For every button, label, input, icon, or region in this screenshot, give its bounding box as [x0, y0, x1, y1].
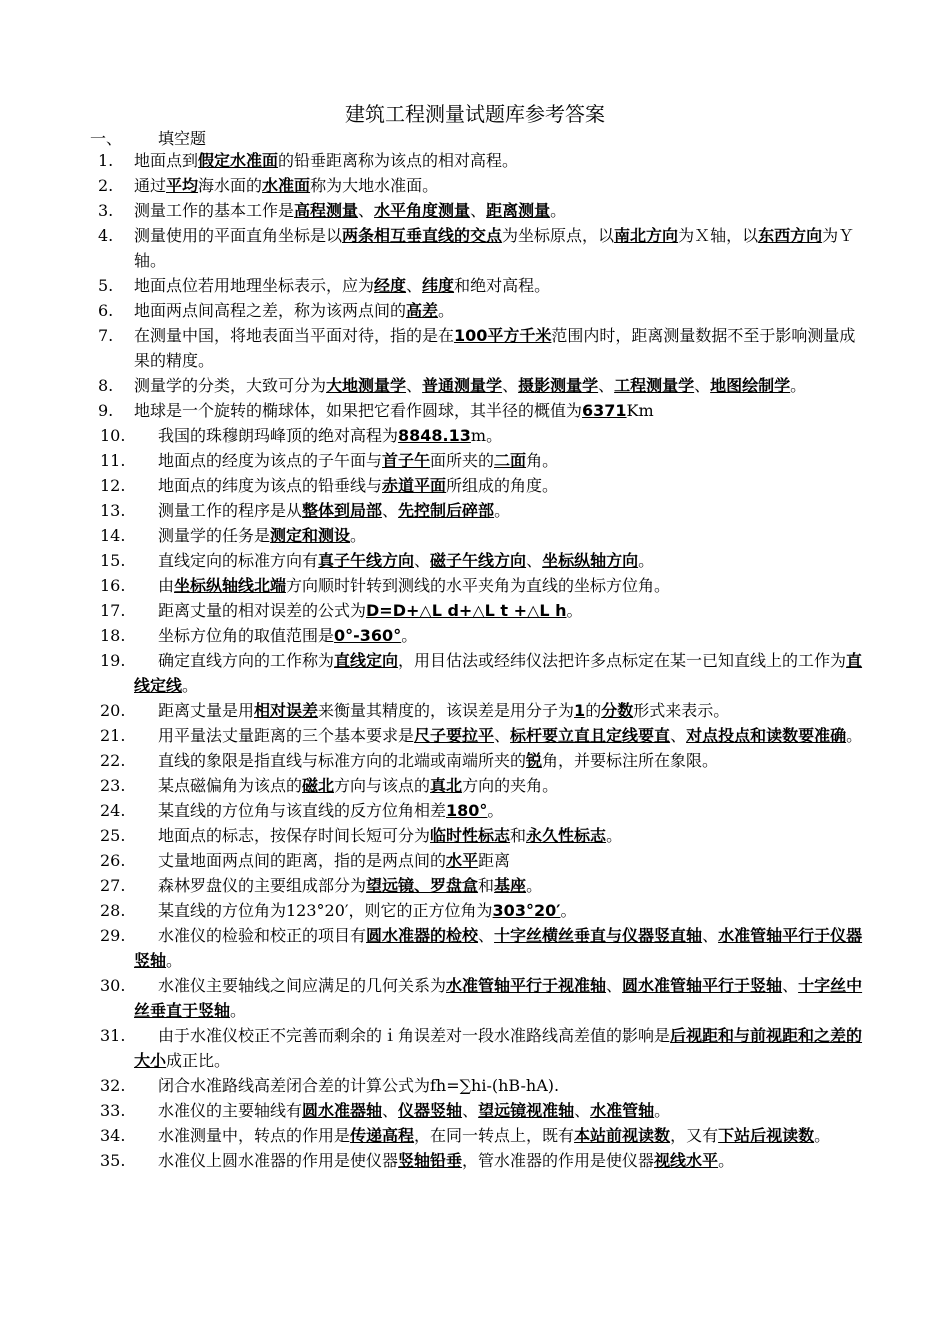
answer-blank: 赤道平面	[382, 476, 447, 495]
question-text: ，管水准器的作用是使仪器	[462, 1151, 655, 1170]
question-text: 称为大地水准面。	[310, 176, 439, 195]
item-number: 30.	[100, 976, 126, 995]
answer-blank: 水准管轴平行于视准轴	[446, 976, 607, 995]
answer-blank: 距离测量	[486, 201, 551, 220]
question-text: 和	[510, 826, 527, 845]
question-text: 。	[606, 826, 623, 845]
question-text: 直线定向的标准方向有	[158, 551, 319, 570]
answer-blank: 望远镜、罗盘盒	[366, 876, 479, 895]
answer-blank: 303°20′	[492, 901, 561, 920]
item-number: 18.	[100, 626, 126, 645]
answer-blank: 两条相互垂直线的交点	[342, 226, 503, 245]
list-item	[0, 323, 950, 373]
item-number: 24.	[100, 801, 126, 820]
question-text: 。	[350, 526, 367, 545]
list-item	[0, 473, 950, 498]
answer-blank: 真子午线方向	[318, 551, 415, 570]
answer-blank: 高程测量	[294, 201, 359, 220]
answer-blank: 竖轴铅垂	[398, 1151, 463, 1170]
question-text: 、	[670, 726, 687, 745]
question-text: 。	[550, 201, 567, 220]
item-number: 35.	[100, 1151, 126, 1170]
answer-blank: 整体到局部	[302, 501, 383, 520]
question-text: m。	[470, 426, 503, 445]
list-item	[0, 573, 950, 598]
item-text	[134, 1023, 864, 1073]
list-item	[0, 1148, 950, 1173]
question-text: 所组成的角度。	[446, 476, 559, 495]
question-text: 、	[782, 976, 799, 995]
answer-blank: 东西方向	[758, 226, 823, 245]
item-text	[134, 1073, 864, 1098]
item-number: 23.	[100, 776, 126, 795]
item-text	[134, 773, 864, 798]
item-number: 12.	[100, 476, 126, 495]
question-text: ，用目估法或经纬仪法把许多点标定在某一已知直线上的工作为	[398, 651, 847, 670]
question-text: 测量学的分类，大致可分为	[134, 376, 327, 395]
answer-blank: 尺子要拉平	[414, 726, 495, 745]
item-text	[134, 1148, 864, 1173]
question-text: 。	[487, 801, 504, 820]
list-item	[0, 748, 950, 773]
question-list	[0, 148, 950, 1173]
item-text	[134, 648, 864, 698]
list-item	[0, 398, 950, 423]
answer-blank: 仪器竖轴	[398, 1101, 463, 1120]
question-text: 形式来表示。	[633, 701, 730, 720]
question-text: 由于水准仪校正不完善而剩余的ｉ角误差对一段水准路线高差值的影响是	[158, 1026, 671, 1045]
item-text	[134, 473, 864, 498]
list-item	[0, 498, 950, 523]
question-text: 某点磁偏角为该点的	[158, 776, 303, 795]
question-text: 方向与该点的	[334, 776, 431, 795]
answer-blank: 圆水准器轴	[302, 1101, 383, 1120]
question-text: Km	[626, 401, 654, 420]
answer-blank: 下站后视读数	[718, 1126, 815, 1145]
list-item	[0, 598, 950, 623]
answer-blank: 临时性标志	[430, 826, 511, 845]
question-text: 在测量中国，将地表面当平面对待，指的是在	[134, 326, 455, 345]
item-text	[134, 273, 864, 298]
question-text: ，又有	[670, 1126, 719, 1145]
answer-blank: 普通测量学	[422, 376, 503, 395]
question-text: 的	[585, 701, 602, 720]
question-text: 测量工作的程序是从	[158, 501, 303, 520]
item-number: 29.	[100, 926, 126, 945]
answer-blank: 传递高程	[350, 1126, 415, 1145]
question-text: 、	[702, 926, 719, 945]
question-text: 水准仪的主要轴线有	[158, 1101, 303, 1120]
question-text: 、	[470, 201, 487, 220]
answer-blank: 望远镜视准轴	[478, 1101, 575, 1120]
item-number: 8.	[98, 376, 114, 395]
question-text: 。	[526, 876, 543, 895]
item-text	[134, 298, 864, 323]
question-text: 地面点位若用地理坐标表示，应为	[134, 276, 375, 295]
item-text	[134, 623, 864, 648]
question-text: 坐标方位角的取值范围是	[158, 626, 335, 645]
item-text	[134, 598, 864, 623]
question-text: 。	[401, 626, 418, 645]
item-text	[134, 798, 864, 823]
answer-blank: 十字丝横丝垂直与仪器竖直轴	[494, 926, 703, 945]
question-text: 。	[790, 376, 807, 395]
item-text	[134, 873, 864, 898]
item-text	[134, 1098, 864, 1123]
question-text: 地面点的标志，按保存时间长短可分为	[158, 826, 431, 845]
item-number: 20.	[100, 701, 126, 720]
item-text	[134, 148, 864, 173]
item-number: 15.	[100, 551, 126, 570]
question-text: 、	[382, 1101, 399, 1120]
answer-blank: 6371	[582, 401, 627, 420]
question-text: 地面两点间高程之差，称为该两点间的	[134, 301, 407, 320]
answer-blank: 圆水准器的检校	[366, 926, 479, 945]
question-text: 地球是一个旋转的椭球体，如果把它看作圆球，其半径的概值为	[134, 401, 583, 420]
answer-blank: D=D+△L d+△L t +△L h	[366, 601, 567, 620]
answer-blank: 直线定线	[134, 651, 863, 695]
list-item	[0, 373, 950, 398]
answer-blank: 摄影测量学	[518, 376, 599, 395]
item-number: 27.	[100, 876, 126, 895]
question-text: 为Ｙ轴。	[134, 226, 855, 270]
question-text: 和绝对高程。	[454, 276, 551, 295]
item-number: 22.	[100, 751, 126, 770]
question-text: 成正比。	[166, 1051, 231, 1070]
answer-blank: 分数	[601, 701, 634, 720]
answer-blank: 180°	[446, 801, 488, 820]
question-text: 测量学的任务是	[158, 526, 271, 545]
question-text: 。	[638, 551, 655, 570]
item-number: 7.	[98, 326, 114, 345]
answer-blank: 水平	[446, 851, 479, 870]
list-item	[0, 198, 950, 223]
question-text: 。	[654, 1101, 671, 1120]
question-text: 为Ｘ轴，以	[678, 226, 759, 245]
answer-blank: 平均	[166, 176, 199, 195]
list-item	[0, 423, 950, 448]
question-text: 、	[406, 276, 423, 295]
answer-blank: 相对误差	[254, 701, 319, 720]
list-item	[0, 1023, 950, 1073]
question-text: 、	[478, 926, 495, 945]
question-text: 、	[462, 1101, 479, 1120]
item-number: 13.	[100, 501, 126, 520]
question-text: 范围内时，距离测量数据不至于影响测量成果的精度。	[134, 326, 856, 370]
item-number: 21.	[100, 726, 126, 745]
item-text	[134, 973, 864, 1023]
item-number: 28.	[100, 901, 126, 920]
list-item	[0, 823, 950, 848]
answer-blank: 首子午	[382, 451, 431, 470]
question-text: 为坐标原点，以	[502, 226, 615, 245]
question-text: 、	[598, 376, 615, 395]
item-text	[134, 848, 864, 873]
item-text	[134, 198, 864, 223]
item-number: 10.	[100, 426, 126, 445]
item-text	[134, 498, 864, 523]
item-text	[134, 573, 864, 598]
question-text: 我国的珠穆朗玛峰顶的绝对高程为	[158, 426, 399, 445]
list-item	[0, 723, 950, 748]
question-text: 测量工作的基本工作是	[134, 201, 295, 220]
question-text: 。	[566, 601, 583, 620]
section-heading	[90, 126, 206, 149]
question-text: 、	[358, 201, 375, 220]
item-text	[134, 1123, 864, 1148]
item-text	[134, 898, 864, 923]
answer-blank: 地图绘制学	[710, 376, 791, 395]
item-text	[134, 323, 864, 373]
question-text: 角，并要标注所在象限。	[542, 751, 719, 770]
question-text: 面所夹的	[430, 451, 495, 470]
item-number: 3.	[98, 201, 114, 220]
answer-blank: 先控制后碎部	[398, 501, 495, 520]
list-item	[0, 648, 950, 698]
answer-blank: 锐	[526, 751, 543, 770]
answer-blank: 后视距和与前视距和之差的大小	[134, 1026, 863, 1070]
answer-blank: 1	[574, 701, 586, 720]
page-title: 建筑工程测量试题库参考答案	[345, 102, 605, 126]
answer-blank: 8848.13	[398, 426, 471, 445]
answer-blank: 二面	[494, 451, 527, 470]
answer-blank: 水准面	[262, 176, 311, 195]
answer-blank: 大地测量学	[326, 376, 407, 395]
answer-blank: 假定水准面	[198, 151, 279, 170]
list-item	[0, 223, 950, 273]
question-text: 测量使用的平面直角坐标是以	[134, 226, 343, 245]
question-text: 。	[166, 951, 183, 970]
item-text	[134, 723, 864, 748]
list-item	[0, 173, 950, 198]
answer-blank: 100平方千米	[454, 326, 552, 345]
list-item	[0, 1123, 950, 1148]
answer-blank: 水平角度测量	[374, 201, 471, 220]
answer-blank: 纬度	[422, 276, 455, 295]
item-number: 5.	[98, 276, 114, 295]
answer-blank: 标杆要立直且定线要直	[510, 726, 671, 745]
item-text	[134, 698, 864, 723]
item-text	[134, 423, 864, 448]
question-text: 用平量法丈量距离的三个基本要求是	[158, 726, 415, 745]
question-text: 水准测量中，转点的作用是	[158, 1126, 351, 1145]
question-text: 距离丈量的相对误差的公式为	[158, 601, 367, 620]
answer-blank: 永久性标志	[526, 826, 607, 845]
question-text: 。	[846, 726, 863, 745]
answer-blank: 本站前视读数	[574, 1126, 671, 1145]
item-number: 31.	[100, 1026, 126, 1045]
answer-blank: 工程测量学	[614, 376, 695, 395]
item-number: 26.	[100, 851, 126, 870]
answer-blank: 水准管轴平行于仪器竖轴	[134, 926, 863, 970]
question-text: 方向顺时针转到测线的水平夹角为直线的坐标方位角。	[286, 576, 671, 595]
list-item	[0, 623, 950, 648]
item-number: 25.	[100, 826, 126, 845]
question-text: 和	[478, 876, 495, 895]
answer-blank: 真北	[430, 776, 463, 795]
answer-blank: 经度	[374, 276, 407, 295]
question-text: 、	[406, 376, 423, 395]
item-number: 6.	[98, 301, 114, 320]
item-text	[134, 823, 864, 848]
list-item	[0, 273, 950, 298]
item-number: 4.	[98, 226, 114, 245]
question-text: 距离丈量是用	[158, 701, 255, 720]
question-text: 水准仪的检验和校正的项目有	[158, 926, 367, 945]
question-text: 通过	[134, 176, 167, 195]
item-text	[134, 548, 864, 573]
item-text	[134, 523, 864, 548]
answer-blank: 对点投点和读数要准确	[686, 726, 847, 745]
item-number: 32.	[100, 1076, 126, 1095]
question-text: 海水面的	[198, 176, 263, 195]
question-text: 。	[182, 676, 199, 695]
question-text: 来衡量其精度的，该误差是用分子为	[318, 701, 575, 720]
question-text: 角。	[526, 451, 559, 470]
question-text: 。	[230, 1001, 247, 1020]
answer-blank: 坐标纵轴方向	[542, 551, 639, 570]
item-number: 16.	[100, 576, 126, 595]
section-number: 一、	[90, 129, 123, 148]
item-number: 14.	[100, 526, 126, 545]
question-text: 、	[574, 1101, 591, 1120]
answer-blank: 测定和测设	[270, 526, 351, 545]
item-number: 34.	[100, 1126, 126, 1145]
item-number: 1.	[98, 151, 114, 170]
item-number: 9.	[98, 401, 114, 420]
answer-blank: 坐标纵轴线北端	[174, 576, 287, 595]
question-text: 的铅垂距离称为该点的相对高程。	[278, 151, 519, 170]
question-text: 距离	[478, 851, 511, 870]
question-text: 、	[382, 501, 399, 520]
item-text	[134, 748, 864, 773]
list-item	[0, 923, 950, 973]
item-number: 11.	[100, 451, 126, 470]
question-text: 直线的象限是指直线与标准方向的北端或南端所夹的	[158, 751, 527, 770]
question-text: 水准仪上圆水准器的作用是使仪器	[158, 1151, 399, 1170]
list-item	[0, 523, 950, 548]
list-item	[0, 298, 950, 323]
question-text: 某直线的方位角为123°20′，则它的正方位角为	[158, 901, 493, 920]
question-text: ，在同一转点上，既有	[414, 1126, 575, 1145]
question-text: 、	[526, 551, 543, 570]
answer-blank: 基座	[494, 876, 527, 895]
question-text: 地面点到	[134, 151, 199, 170]
list-item	[0, 848, 950, 873]
answer-blank: 磁子午线方向	[430, 551, 527, 570]
item-number: 17.	[100, 601, 126, 620]
item-text	[134, 448, 864, 473]
list-item	[0, 873, 950, 898]
question-text: 森林罗盘仪的主要组成部分为	[158, 876, 367, 895]
list-item	[0, 773, 950, 798]
question-text: 、	[606, 976, 623, 995]
question-text: 。	[814, 1126, 831, 1145]
list-item	[0, 973, 950, 1023]
question-text: 某直线的方位角与该直线的反方位角相差	[158, 801, 447, 820]
list-item	[0, 1073, 950, 1098]
item-number: 2.	[98, 176, 114, 195]
item-text	[134, 223, 864, 273]
question-text: 方向的夹角。	[462, 776, 559, 795]
item-text	[134, 398, 864, 423]
question-text: 、	[694, 376, 711, 395]
answer-blank: 视线水平	[654, 1151, 719, 1170]
answer-blank: 十字丝中丝垂直于竖轴	[134, 976, 863, 1020]
answer-blank: 水准管轴	[590, 1101, 655, 1120]
item-text	[134, 373, 864, 398]
answer-blank: 圆水准管轴平行于竖轴	[622, 976, 783, 995]
answer-blank: 0°-360°	[334, 626, 402, 645]
question-text: 、	[502, 376, 519, 395]
item-text	[134, 923, 864, 973]
question-text: 确定直线方向的工作称为	[158, 651, 335, 670]
list-item	[0, 148, 950, 173]
question-text: 、	[494, 726, 511, 745]
list-item	[0, 798, 950, 823]
item-text	[134, 173, 864, 198]
list-item	[0, 698, 950, 723]
question-text: 。	[560, 901, 577, 920]
question-text: 。	[438, 301, 455, 320]
question-text: 丈量地面两点间的距离，指的是两点间的	[158, 851, 447, 870]
answer-blank: 磁北	[302, 776, 335, 795]
question-text: 闭合水准路线高差闭合差的计算公式为fh=∑hi-(hB-hA).	[158, 1076, 560, 1095]
list-item	[0, 898, 950, 923]
answer-blank: 高差	[406, 301, 439, 320]
item-number: 19.	[100, 651, 126, 670]
question-text: 。	[494, 501, 511, 520]
question-text: 地面点的经度为该点的子午面与	[158, 451, 383, 470]
question-text: 水准仪主要轴线之间应满足的几何关系为	[158, 976, 447, 995]
item-number: 33.	[100, 1101, 126, 1120]
list-item	[0, 548, 950, 573]
list-item	[0, 1098, 950, 1123]
question-text: 地面点的纬度为该点的铅垂线与	[158, 476, 383, 495]
section-label: 填空题	[158, 129, 207, 148]
question-text: 。	[718, 1151, 735, 1170]
answer-blank: 南北方向	[614, 226, 679, 245]
list-item	[0, 448, 950, 473]
question-text: 由	[158, 576, 175, 595]
answer-blank: 直线定向	[334, 651, 399, 670]
question-text: 、	[414, 551, 431, 570]
